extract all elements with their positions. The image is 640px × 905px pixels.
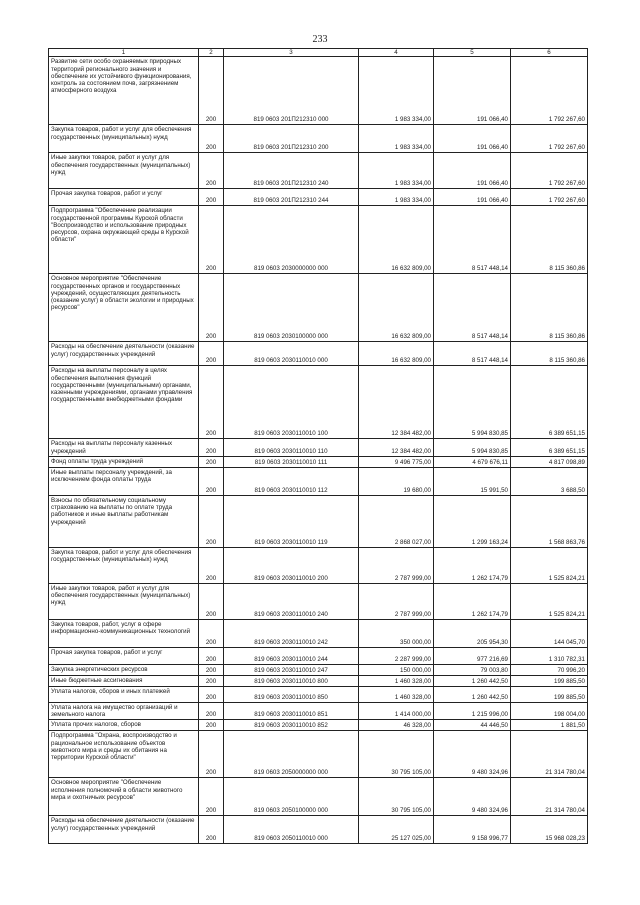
- table-body: [49, 57, 588, 844]
- column-header: 5: [434, 49, 511, 57]
- row-kbk: 819 0603 2030110010 110: [224, 439, 359, 457]
- row-remaining-amount: 15 968 028,23: [511, 816, 588, 844]
- column-header: 4: [359, 49, 434, 57]
- table-row: [49, 495, 588, 547]
- row-remaining-amount: 1 881,50: [511, 720, 588, 731]
- row-kbk: 819 0603 2030110010 112: [224, 467, 359, 495]
- row-plan-amount: 16 632 809,00: [359, 274, 434, 342]
- row-remaining-amount: 1 310 782,31: [511, 647, 588, 664]
- row-name: Расходы на обеспечение деятельности (оказание услуг) государственных учреждений: [49, 342, 199, 366]
- row-plan-amount: 350 000,00: [359, 619, 434, 647]
- row-executed-amount: 191 066,40: [434, 57, 511, 125]
- row-executed-amount: 1 262 174,79: [434, 547, 511, 583]
- row-remaining-amount: 70 996,20: [511, 664, 588, 675]
- row-kbk: 819 0603 201П212310 244: [224, 189, 359, 206]
- table-row: [49, 583, 588, 619]
- row-plan-amount: 25 127 025,00: [359, 816, 434, 844]
- row-plan-amount: 1 460 328,00: [359, 675, 434, 686]
- row-kbk: 819 0603 2030110010 244: [224, 647, 359, 664]
- column-header: 6: [511, 49, 588, 57]
- row-kbk: 819 0603 201П212310 200: [224, 125, 359, 153]
- row-remaining-amount: 21 314 780,04: [511, 731, 588, 778]
- row-executed-amount: 1 260 442,50: [434, 675, 511, 686]
- row-remaining-amount: 1 568 863,76: [511, 495, 588, 547]
- row-executed-amount: 15 991,50: [434, 467, 511, 495]
- row-code: 200: [199, 342, 224, 366]
- row-kbk: 819 0603 2030110010 240: [224, 583, 359, 619]
- row-name: Иные закупки товаров, работ и услуг для обеспечения государственных (муниципальных) нужд: [49, 583, 199, 619]
- row-code: 200: [199, 274, 224, 342]
- row-name: Расходы на выплаты персоналу казенных учреждений: [49, 439, 199, 457]
- row-plan-amount: 1 983 334,00: [359, 189, 434, 206]
- row-executed-amount: 5 994 830,85: [434, 439, 511, 457]
- row-plan-amount: 46 328,00: [359, 720, 434, 731]
- row-code: 200: [199, 816, 224, 844]
- row-kbk: 819 0603 2030110010 242: [224, 619, 359, 647]
- row-code: 200: [199, 647, 224, 664]
- row-code: 200: [199, 206, 224, 274]
- row-executed-amount: 1 299 163,24: [434, 495, 511, 547]
- table-row: [49, 664, 588, 675]
- row-code: 200: [199, 57, 224, 125]
- row-name: Взносы по обязательному социальному страхованию на выплаты по оплате труда работников и иные выплаты работникам учреждений: [49, 495, 199, 547]
- table-row: [49, 57, 588, 125]
- table-row: [49, 153, 588, 189]
- row-remaining-amount: 198 004,00: [511, 702, 588, 720]
- row-plan-amount: 2 868 027,00: [359, 495, 434, 547]
- row-kbk: 819 0603 2050110010 000: [224, 816, 359, 844]
- row-name: Уплата прочих налогов, сборов: [49, 720, 199, 731]
- row-kbk: 819 0603 2030110010 000: [224, 342, 359, 366]
- table-row: [49, 439, 588, 457]
- row-executed-amount: 9 158 996,77: [434, 816, 511, 844]
- row-plan-amount: 1 414 000,00: [359, 702, 434, 720]
- row-name: Расходы на обеспечение деятельности (оказание услуг) государственных учреждений: [49, 816, 199, 844]
- row-kbk: 819 0603 2030110010 850: [224, 686, 359, 702]
- row-kbk: 819 0603 2030110010 852: [224, 720, 359, 731]
- row-remaining-amount: 8 115 360,86: [511, 274, 588, 342]
- row-remaining-amount: 3 688,50: [511, 467, 588, 495]
- row-plan-amount: 19 680,00: [359, 467, 434, 495]
- row-code: 200: [199, 583, 224, 619]
- row-code: 200: [199, 664, 224, 675]
- row-executed-amount: 191 066,40: [434, 189, 511, 206]
- row-executed-amount: 8 517 448,14: [434, 274, 511, 342]
- row-remaining-amount: 1 792 267,60: [511, 57, 588, 125]
- row-code: 200: [199, 153, 224, 189]
- row-remaining-amount: 144 045,70: [511, 619, 588, 647]
- row-kbk: 819 0603 2030110010 100: [224, 366, 359, 439]
- row-kbk: 819 0603 2030000000 000: [224, 206, 359, 274]
- table-row: [49, 647, 588, 664]
- row-name: Развитие сети особо охраняемых природных территорий регионального значения и обеспечение их устойчивого функционирования, контроль за состоянием почв, загрязнением атмосферного воздуха: [49, 57, 199, 125]
- row-kbk: 819 0603 2050000000 000: [224, 731, 359, 778]
- row-executed-amount: 1 260 442,50: [434, 686, 511, 702]
- row-name: Подпрограмма "Обеспечение реализации государственной программы Курской области "Воспроизводство и использование природных ресурсов, охрана окружающей среды в Курской области": [49, 206, 199, 274]
- row-executed-amount: 44 446,50: [434, 720, 511, 731]
- row-code: 200: [199, 495, 224, 547]
- table-row: [49, 731, 588, 778]
- row-name: Иные выплаты персоналу учреждений, за исключением фонда оплаты труда: [49, 467, 199, 495]
- row-code: 200: [199, 686, 224, 702]
- row-code: 200: [199, 366, 224, 439]
- table-row: [49, 366, 588, 439]
- row-remaining-amount: 1 792 267,60: [511, 125, 588, 153]
- row-name: Закупка товаров, работ, услуг в сфере информационно-коммуникационных технологий: [49, 619, 199, 647]
- row-executed-amount: 977 216,69: [434, 647, 511, 664]
- row-code: 200: [199, 619, 224, 647]
- row-remaining-amount: 199 885,50: [511, 675, 588, 686]
- table-row: [49, 456, 588, 467]
- table-row: [49, 619, 588, 647]
- row-code: 200: [199, 731, 224, 778]
- table-row: [49, 206, 588, 274]
- column-header: 1: [49, 49, 199, 57]
- row-code: 200: [199, 675, 224, 686]
- row-executed-amount: 1 215 996,00: [434, 702, 511, 720]
- row-remaining-amount: 6 389 651,15: [511, 439, 588, 457]
- row-plan-amount: 1 983 334,00: [359, 125, 434, 153]
- row-remaining-amount: 1 792 267,60: [511, 189, 588, 206]
- row-executed-amount: 8 517 448,14: [434, 342, 511, 366]
- row-remaining-amount: 1 525 824,21: [511, 583, 588, 619]
- row-plan-amount: 2 787 999,00: [359, 583, 434, 619]
- row-name: Расходы на выплаты персоналу в целях обеспечения выполнения функций государственными (муниципальными) органами, казенными учреждениями, органами управления государственными внебюджетными фондами: [49, 366, 199, 439]
- row-plan-amount: 12 384 482,00: [359, 366, 434, 439]
- table-row: [49, 274, 588, 342]
- row-kbk: 819 0603 2030110010 851: [224, 702, 359, 720]
- row-name: Подпрограмма "Охрана, воспроизводство и рациональное использование объектов животного мира и среды их обитания на территории Курской области": [49, 731, 199, 778]
- table-row: [49, 778, 588, 816]
- table-row: [49, 125, 588, 153]
- row-kbk: 819 0603 2030100000 000: [224, 274, 359, 342]
- page-number: 233: [312, 34, 328, 45]
- row-plan-amount: 1 983 334,00: [359, 57, 434, 125]
- row-name: Основное мероприятие "Обеспечение исполнения полномочий в области животного мира и охотничьих ресурсов": [49, 778, 199, 816]
- row-plan-amount: 30 795 105,00: [359, 778, 434, 816]
- row-code: 200: [199, 125, 224, 153]
- row-executed-amount: 205 954,30: [434, 619, 511, 647]
- row-plan-amount: 150 000,00: [359, 664, 434, 675]
- table-row: [49, 720, 588, 731]
- row-kbk: 819 0603 2030110010 247: [224, 664, 359, 675]
- row-plan-amount: 2 787 999,00: [359, 547, 434, 583]
- row-name: Иные закупки товаров, работ и услуг для обеспечения государственных (муниципальных) нужд: [49, 153, 199, 189]
- row-name: Закупка товаров, работ и услуг для обеспечения государственных (муниципальных) нужд: [49, 547, 199, 583]
- row-plan-amount: 16 632 809,00: [359, 206, 434, 274]
- row-name: Фонд оплаты труда учреждений: [49, 456, 199, 467]
- row-name: Закупка товаров, работ и услуг для обеспечения государственных (муниципальных) нужд: [49, 125, 199, 153]
- row-code: 200: [199, 456, 224, 467]
- row-name: Прочая закупка товаров, работ и услуг: [49, 189, 199, 206]
- row-code: 200: [199, 467, 224, 495]
- row-code: 200: [199, 778, 224, 816]
- row-plan-amount: 2 287 999,00: [359, 647, 434, 664]
- column-header: 3: [224, 49, 359, 57]
- row-executed-amount: 8 517 448,14: [434, 206, 511, 274]
- row-remaining-amount: 6 389 651,15: [511, 366, 588, 439]
- row-executed-amount: 79 003,80: [434, 664, 511, 675]
- row-plan-amount: 16 632 809,00: [359, 342, 434, 366]
- row-code: 200: [199, 547, 224, 583]
- row-remaining-amount: 1 525 824,21: [511, 547, 588, 583]
- row-name: Закупка энергетических ресурсов: [49, 664, 199, 675]
- row-executed-amount: 9 480 324,96: [434, 778, 511, 816]
- row-name: Уплата налога на имущество организаций и земельного налога: [49, 702, 199, 720]
- row-executed-amount: 5 994 830,85: [434, 366, 511, 439]
- table-row: [49, 816, 588, 844]
- table-row: [49, 686, 588, 702]
- row-executed-amount: 1 262 174,79: [434, 583, 511, 619]
- row-executed-amount: 191 066,40: [434, 153, 511, 189]
- row-plan-amount: 30 795 105,00: [359, 731, 434, 778]
- table-row: [49, 675, 588, 686]
- row-plan-amount: 9 496 775,00: [359, 456, 434, 467]
- row-remaining-amount: 199 885,50: [511, 686, 588, 702]
- row-plan-amount: 1 983 334,00: [359, 153, 434, 189]
- row-remaining-amount: 21 314 780,04: [511, 778, 588, 816]
- table-row: [49, 467, 588, 495]
- row-name: Иные бюджетные ассигнования: [49, 675, 199, 686]
- row-code: 200: [199, 189, 224, 206]
- column-header: 2: [199, 49, 224, 57]
- row-code: 200: [199, 720, 224, 731]
- row-executed-amount: 191 066,40: [434, 125, 511, 153]
- row-kbk: 819 0603 201П212310 240: [224, 153, 359, 189]
- row-executed-amount: 9 480 324,96: [434, 731, 511, 778]
- table-row: [49, 189, 588, 206]
- row-executed-amount: 4 679 676,11: [434, 456, 511, 467]
- row-kbk: 819 0603 201П212310 000: [224, 57, 359, 125]
- row-kbk: 819 0603 2030110010 200: [224, 547, 359, 583]
- row-kbk: 819 0603 2030110010 111: [224, 456, 359, 467]
- row-name: Прочая закупка товаров, работ и услуг: [49, 647, 199, 664]
- row-plan-amount: 12 384 482,00: [359, 439, 434, 457]
- row-name: Уплата налогов, сборов и иных платежей: [49, 686, 199, 702]
- row-name: Основное мероприятие "Обеспечение государственных органов и государственных учреждений, осуществляющих деятельность (оказание услуг) в области экологии и природных ресурсов": [49, 274, 199, 342]
- row-kbk: 819 0603 2050100000 000: [224, 778, 359, 816]
- table-row: [49, 702, 588, 720]
- row-remaining-amount: 1 792 267,60: [511, 153, 588, 189]
- row-code: 200: [199, 439, 224, 457]
- table-header-row: [49, 49, 588, 57]
- budget-table: [48, 48, 588, 844]
- row-remaining-amount: 8 115 360,86: [511, 206, 588, 274]
- table-row: [49, 547, 588, 583]
- row-remaining-amount: 8 115 360,86: [511, 342, 588, 366]
- row-plan-amount: 1 460 328,00: [359, 686, 434, 702]
- row-remaining-amount: 4 817 098,89: [511, 456, 588, 467]
- row-kbk: 819 0603 2030110010 119: [224, 495, 359, 547]
- table-row: [49, 342, 588, 366]
- row-code: 200: [199, 702, 224, 720]
- row-kbk: 819 0603 2030110010 800: [224, 675, 359, 686]
